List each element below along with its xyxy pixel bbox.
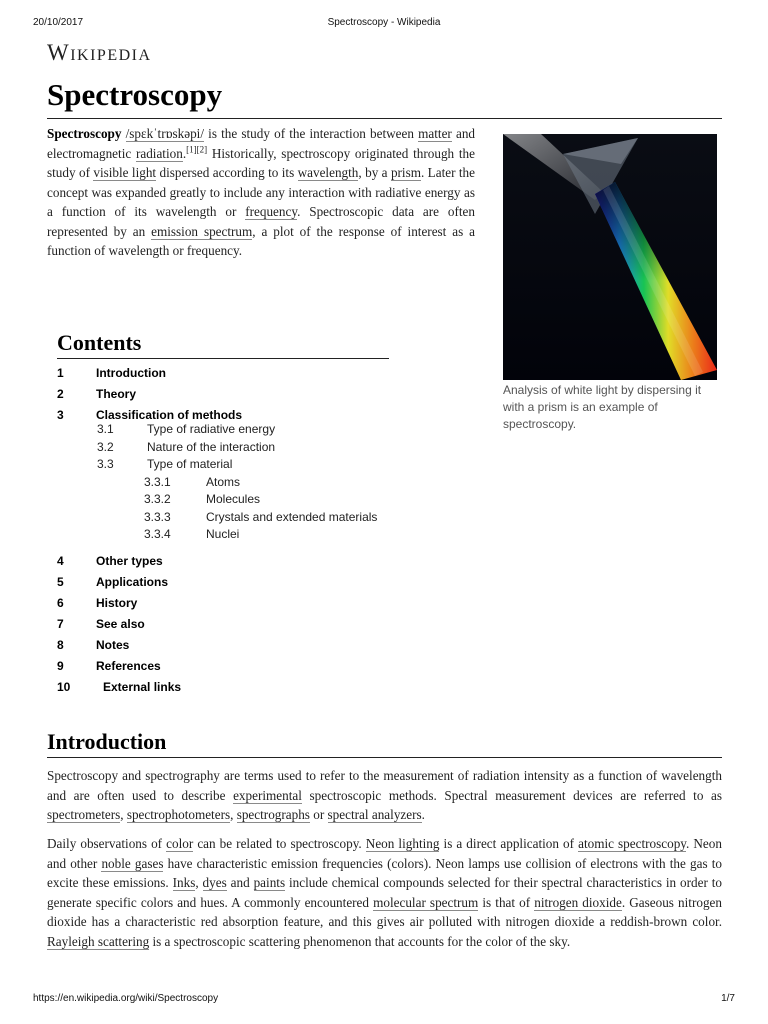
toc-item[interactable]: 7 See also: [57, 616, 145, 631]
section-heading-introduction: Introduction: [47, 728, 722, 758]
toc-subitem[interactable]: 3.3 Type of material: [97, 457, 233, 471]
toc-item[interactable]: 2 Theory: [57, 387, 137, 401]
link-atomic-spectroscopy[interactable]: atomic spectroscopy: [578, 836, 687, 851]
link-spectral-analyzers[interactable]: spectral analyzers: [327, 807, 422, 822]
toc-item[interactable]: 3 Classification of methods: [57, 408, 243, 422]
toc-subsubitem-label: Molecules: [206, 492, 261, 506]
toc-item[interactable]: 6 History: [57, 595, 138, 610]
toc-item-label: Classification of methods: [96, 408, 243, 422]
link-wavelength[interactable]: wavelength: [297, 165, 359, 180]
link-matter[interactable]: matter: [418, 126, 452, 141]
toc-item[interactable]: 9 References: [57, 658, 161, 673]
toc-item[interactable]: 5 Applications: [57, 574, 169, 589]
toc-item-label: Other types: [96, 553, 163, 568]
toc-subsubitem-label: Nuclei: [206, 527, 240, 541]
prism-image[interactable]: [503, 134, 717, 380]
link-experimental[interactable]: experimental: [233, 787, 302, 803]
wikipedia-logo[interactable]: Wikipedia: [47, 40, 152, 65]
toc-subitem-label: Type of material: [147, 457, 233, 471]
toc-list: [57, 366, 389, 701]
toc-item-label: References: [96, 658, 161, 673]
toc-subsubitem[interactable]: 3.3.3 Crystals and extended materials: [144, 509, 378, 524]
link-frequency[interactable]: frequency: [245, 204, 298, 219]
link-spectrophotometers[interactable]: spectrophotometers: [126, 807, 231, 822]
print-footer: [33, 993, 735, 1007]
link-emission-spectrum[interactable]: emission spectrum: [151, 223, 253, 239]
page-title: Spectroscopy: [47, 76, 722, 119]
toc-subsubitem[interactable]: 3.3.4 Nuclei: [144, 527, 240, 541]
intro-paragraph-1: Spectroscopy and spectrography are terms used to refer to the measurement of radiation intensity as a function of wavelength and are often used to describe experimental spectroscopic methods. Spectral measurement devices are referred to as spectrometers, spectrophotometers, spectrographs or spectral analyzers.: [47, 768, 722, 822]
link-spectrographs[interactable]: spectrographs: [236, 807, 310, 822]
toc-subitem[interactable]: 3.1 Type of radiative energy: [97, 422, 276, 436]
prism-figure: [503, 134, 718, 433]
print-title: Spectroscopy - Wikipedia: [327, 17, 441, 28]
link-noble-gases[interactable]: noble gases: [101, 855, 164, 871]
toc-item[interactable]: 1 Introduction: [57, 366, 166, 380]
toc-item-label: External links: [103, 679, 182, 694]
link-color[interactable]: color: [166, 836, 194, 851]
toc-subitem-label: Type of radiative energy: [147, 422, 276, 436]
ipa-link[interactable]: /spɛkˈtrɒskəpi/: [125, 126, 205, 141]
toc-item-label: Introduction: [96, 366, 166, 380]
table-of-contents: [57, 329, 389, 701]
link-visible-light[interactable]: visible light: [93, 165, 157, 180]
toc-subsubitem[interactable]: 3.3.2 Molecules: [144, 492, 261, 506]
link-dyes[interactable]: dyes: [202, 875, 227, 890]
toc-heading: Contents: [57, 329, 389, 359]
toc-item-label: Notes: [96, 637, 130, 652]
toc-subitem-label: Nature of the interaction: [147, 439, 276, 454]
toc-subsubitem-label: Atoms: [206, 474, 241, 489]
toc-item-label: History: [96, 595, 138, 610]
toc-item-label: See also: [96, 616, 145, 631]
link-spectrometers[interactable]: spectrometers: [47, 807, 121, 822]
figure-caption: Analysis of white light by dispersing it with a prism is an example of spectroscopy.: [503, 383, 702, 431]
reference-marker[interactable]: [1][2]: [186, 144, 208, 155]
toc-subsubitem[interactable]: 3.3.1 Atoms: [144, 474, 241, 489]
print-date: 20/10/2017: [33, 17, 84, 28]
toc-item[interactable]: 4 Other types: [57, 553, 163, 568]
page-number: 1/7: [721, 993, 735, 1004]
link-nitrogen-dioxide[interactable]: nitrogen dioxide: [534, 894, 622, 910]
link-inks[interactable]: Inks: [172, 875, 196, 890]
link-prism[interactable]: prism: [390, 165, 421, 180]
toc-item[interactable]: 10 External links: [57, 679, 182, 694]
link-paints[interactable]: paints: [253, 875, 286, 890]
lead-term: Spectroscopy: [47, 126, 122, 141]
link-rayleigh-scattering[interactable]: Rayleigh scattering: [47, 933, 150, 949]
lead-paragraph: Spectroscopy /spɛkˈtrɒskəpi/ is the study of the interaction between matter and electromagnetic radiation.[1][2] Historically, spectroscopy originated through the study of visible light dispersed according to its wavelength, by a prism. Later the concept was expanded greatly to include any interaction with radiative energy as a function of its wavelength or frequency. Spectroscopic data are often represented by an emission spectrum, a plot of the response of interest as a function of wavelength or frequency.: [47, 126, 476, 258]
toc-item[interactable]: 8 Notes: [57, 637, 130, 652]
intro-paragraph-2: Daily observations of color can be related to spectroscopy. Neon lighting is a direct application of atomic spectroscopy. Neon and other noble gases have characteristic emission frequencies (colors). Neon lamps use collision of electrons with the gas to excite these emissions. Inks, dyes and paints include chemical compounds selected for their spectral characteristics in order to generate specific colors and hues. A commonly encountered molecular spectrum is that of nitrogen dioxide. Gaseous nitrogen dioxide has a characteristic red absorption feature, and this gives air polluted with nitrogen dioxide a reddish-brown color. Rayleigh scattering is a spectroscopic scattering phenomenon that accounts for the color of the sky.: [47, 836, 723, 949]
link-molecular-spectrum[interactable]: molecular spectrum: [373, 894, 479, 910]
toc-subitem[interactable]: 3.2 Nature of the interaction: [97, 439, 276, 454]
link-radiation[interactable]: radiation: [135, 145, 183, 161]
link-neon-lighting[interactable]: Neon lighting: [365, 836, 440, 851]
print-header: [33, 17, 735, 31]
toc-subsubitem-label: Crystals and extended materials: [206, 509, 378, 524]
print-url: https://en.wikipedia.org/wiki/Spectroscopy: [33, 993, 219, 1004]
toc-item-label: Applications: [96, 574, 169, 589]
toc-item-label: Theory: [96, 387, 137, 401]
